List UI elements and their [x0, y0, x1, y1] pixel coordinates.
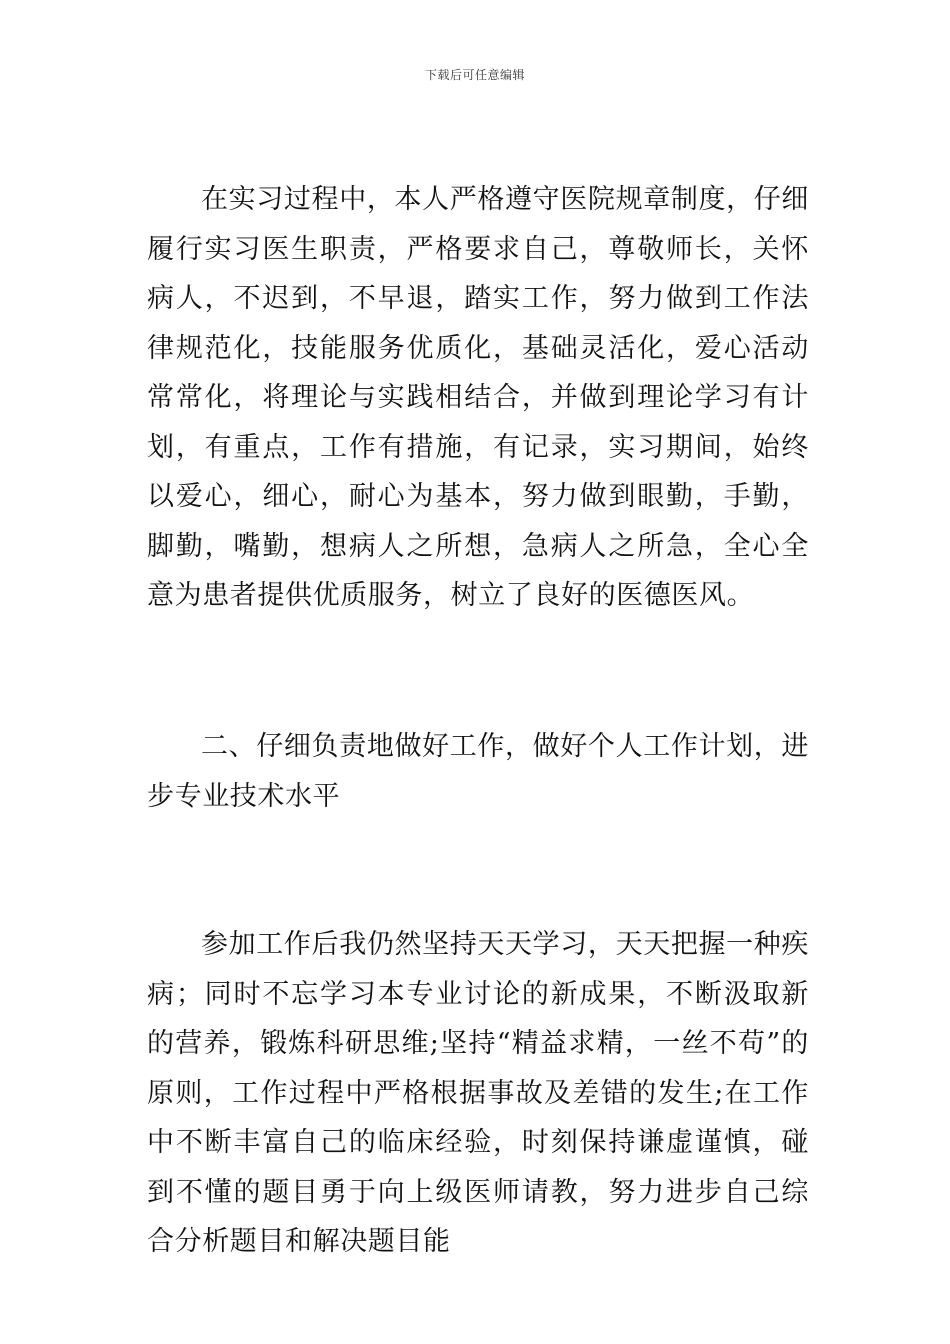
- body-paragraph: 在实习过程中，本人严格遵守医院规章制度，仔细履行实习医生职责，严格要求自己，尊敬师长，关怀病人，不迟到，不早退，踏实工作，努力做到工作法律规范化，技能服务优质化，基础灵活化，爱心活动常常化，将理论与实践相结合，并做到理论学习有计划，有重点，工作有措施，有记录，实习期间，始终以爱心，细心，耐心为基本，努力做到眼勤，手勤，脚勤，嘴勤，想病人之所想，急病人之所急，全心全意为患者提供优质服务，树立了良好的医德医风。: [147, 184, 809, 611]
- header-note: 下载后可任意编辑: [424, 68, 525, 82]
- body-paragraph: 参加工作后我仍然坚持天天学习，天天把握一种疾病；同时不忘学习本专业讨论的新成果，不断汲取新的营养，锻炼科研思维;坚持“精益求精，一丝不苟”的原则，工作过程中严格根据事故及差错的发生;在工作中不断丰富自己的临床经验，时刻保持谦虚谨慎，碰到不懂的题目勇于向上级医师请教，努力进步自己综合分析题目和解决题目能: [147, 929, 809, 1257]
- paragraph-block-1: [147, 175, 809, 621]
- section-heading-block: [147, 722, 809, 821]
- section-heading: 二、仔细负责地做好工作，做好个人工作计划，进步专业技术水平: [147, 731, 809, 812]
- paragraph-block-2: [147, 920, 809, 1267]
